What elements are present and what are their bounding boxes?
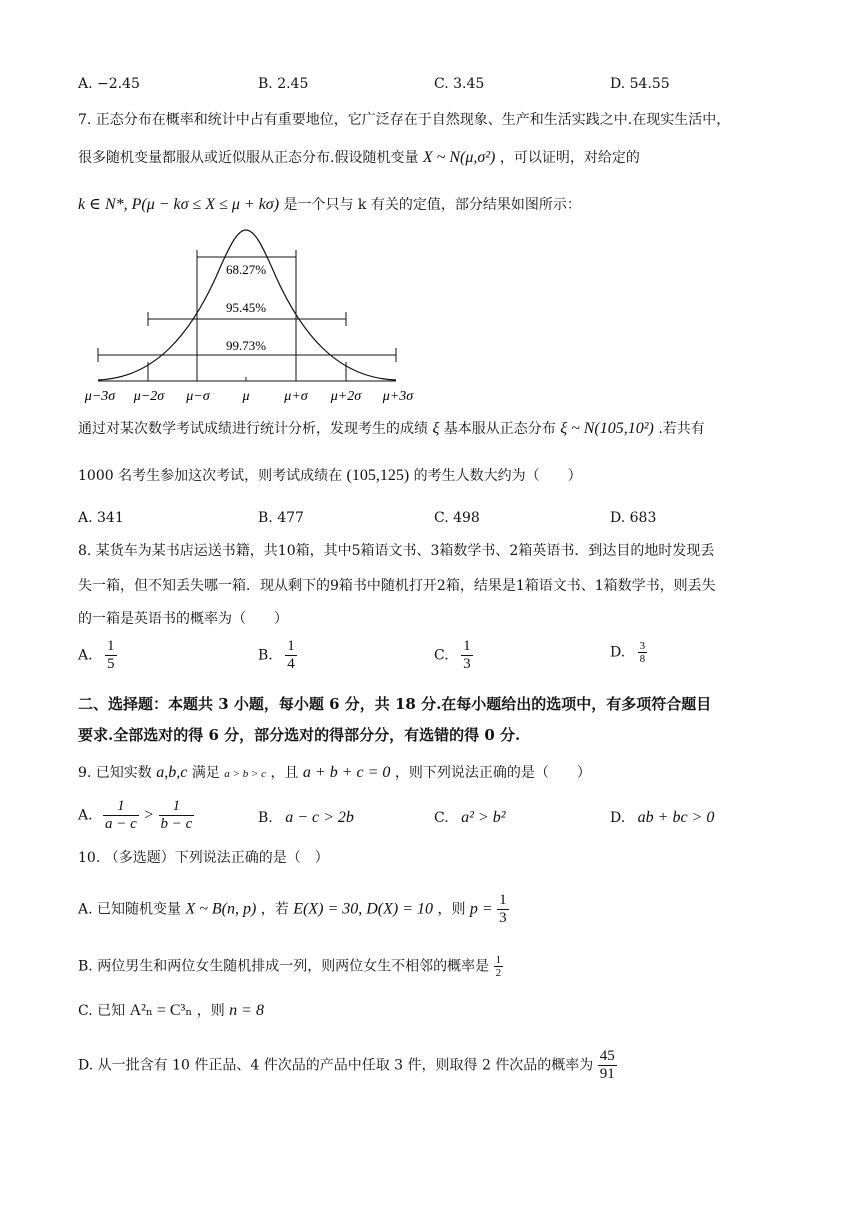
q6-option-a: A. −2.45 xyxy=(78,76,140,92)
q8-option-d-label: D. xyxy=(610,644,626,661)
q9-option-a-rel: > xyxy=(143,806,155,824)
q10-a-fraction xyxy=(497,892,509,927)
q8-option-b-den: 4 xyxy=(287,656,295,672)
q8-option-a-fraction xyxy=(105,638,117,673)
q10-b-text: B. 两位男生和两位女生随机排成一列，则两位女生不相邻的概率是 xyxy=(78,958,490,975)
q8-option-c-num: 1 xyxy=(463,638,471,654)
q9-stem-b: 满足 xyxy=(191,765,220,781)
q8-option-d xyxy=(610,640,647,665)
q7-line2-tail: ，可以证明，对给定的 xyxy=(499,150,640,166)
q7-line2-math: X ~ N(μ,σ²) xyxy=(422,149,496,166)
q9-stem-a: 9. 已知实数 xyxy=(78,765,152,781)
q9-stem-math1: a,b,c xyxy=(156,764,188,781)
q9-option-c-label: C. xyxy=(434,810,449,826)
q7-option-b: B. 477 xyxy=(258,510,304,526)
q8-option-d-num: 3 xyxy=(639,640,646,652)
q10-a-den: 3 xyxy=(499,910,507,926)
q8-option-b-fraction xyxy=(285,638,297,673)
q10-b-num: 1 xyxy=(495,954,502,966)
q10-a-text1: A. 已知随机变量 xyxy=(78,901,182,918)
q9-option-a-den1: a − c xyxy=(105,816,137,832)
q8-option-b xyxy=(258,638,297,673)
q9-option-a-label: A. xyxy=(78,807,93,824)
q8-line3: 的一箱是英语书的概率为（ ） xyxy=(78,611,288,627)
q10-option-b xyxy=(78,954,503,979)
q9-stem-math2: a > b > c xyxy=(224,768,267,780)
q10-a-num: 1 xyxy=(499,892,507,908)
q9-option-a-num1: 1 xyxy=(103,798,139,816)
q8-line2: 失一箱，但不知丢失哪一箱．现从剩下的9箱书中随机打开2箱，结果是1箱语文书、1箱数学书，则丢失 xyxy=(78,578,716,594)
q10-b-fraction xyxy=(494,954,504,979)
q7-option-c: C. 498 xyxy=(434,510,480,526)
label-99: 99.73% xyxy=(225,338,267,353)
section2-line2: 要求.全部选对的得 6 分，部分选对的得部分分，有选错的得 0 分. xyxy=(78,726,521,744)
q7-line5 xyxy=(78,466,582,486)
q9-option-a-frac2 xyxy=(159,798,195,833)
q8-option-b-label: B. xyxy=(258,647,273,664)
q10-d-den: 91 xyxy=(599,1066,615,1082)
tick-label-mu-2s: μ−2σ xyxy=(133,389,165,404)
q10-a-text2: ，若 xyxy=(260,901,289,918)
q10-d-text: D. 从一批含有 10 件正品、4 件次品的产品中任取 3 件，则取得 2 件次品的概率为 xyxy=(78,1057,594,1074)
q9-option-c xyxy=(434,808,506,828)
q8-option-c-fraction xyxy=(461,638,473,673)
q9-stem-math3: a + b + c = 0 xyxy=(302,764,391,781)
q9-option-a-frac1 xyxy=(103,798,139,833)
q7-line4-tail: .若共有 xyxy=(658,421,705,437)
tick-label-mu-3s: μ−3σ xyxy=(84,389,116,404)
q10-d-fraction xyxy=(598,1048,617,1083)
q10-stem: 10. （多选题）下列说法正确的是（ ） xyxy=(78,850,329,866)
q7-line4-text: 通过对某次数学考试成绩进行统计分析，发现考生的成绩 xyxy=(78,421,428,437)
q9-option-c-math: a² > b² xyxy=(461,809,506,826)
q9-stem-c: ，且 xyxy=(270,765,299,781)
q9-option-a-den2: b − c xyxy=(160,816,193,832)
q7-line1: 7. 正态分布在概率和统计中占有重要地位，它广泛存在于自然现象、生产和生活实践之中.在现实生活中， xyxy=(78,112,731,128)
q7-line4 xyxy=(78,419,705,439)
q9-stem xyxy=(78,763,591,784)
q8-option-d-den: 8 xyxy=(639,653,646,665)
q8-line1: 8. 某货车为某书店运送书籍，共10箱，其中5箱语文书、3箱数学书、2箱英语书．到达目的地时发现丢 xyxy=(78,543,715,559)
q8-option-a-den: 5 xyxy=(107,656,115,672)
section2-line1: 二、选择题：本题共 3 小题，每小题 6 分，共 18 分.在每小题给出的选项中，有多项符合题目 xyxy=(78,695,712,713)
q8-option-a-label: A. xyxy=(78,647,93,664)
q10-a-text3: ，则 xyxy=(437,901,466,918)
q8-option-c-label: C. xyxy=(434,647,449,664)
tick-label-mu+2s: μ+2σ xyxy=(330,389,362,404)
q10-c-math: A²ₙ = C³ₙ xyxy=(129,1002,193,1019)
q7-line3 xyxy=(78,195,581,215)
q8-option-b-num: 1 xyxy=(287,638,295,654)
q9-option-d-label: D. xyxy=(610,810,626,826)
q7-line5-text: 1000 名考生参加这次考试，则考试成绩在 xyxy=(78,468,343,484)
tick-label-mu: μ xyxy=(242,389,250,404)
normal-distribution-figure xyxy=(76,222,436,408)
q6-option-c: C. 3.45 xyxy=(434,76,485,92)
q10-a-math2: E(X) = 30, D(X) = 10 xyxy=(293,900,434,918)
q9-option-d xyxy=(610,808,714,828)
q10-option-d xyxy=(78,1048,617,1083)
q10-option-a xyxy=(78,892,509,927)
q7-line2 xyxy=(78,148,640,168)
q10-a-math1: X ~ B(n, p) xyxy=(185,900,257,918)
q10-c-text1: C. 已知 xyxy=(78,1003,126,1019)
q9-option-a-num2: 1 xyxy=(159,798,195,816)
tick-label-mu+3s: μ+3σ xyxy=(382,389,414,404)
q7-line3-tail: 是一个只与 k 有关的定值，部分结果如图所示： xyxy=(283,197,581,213)
q7-line2-text: 很多随机变量都服从或近似服从正态分布.假设随机变量 xyxy=(78,150,419,166)
q9-option-b-math: a − c > 2b xyxy=(285,809,354,826)
q7-line4-math2: ξ ~ N(105,10²) xyxy=(560,420,654,437)
q6-option-d: D. 54.55 xyxy=(610,76,670,92)
label-68: 68.27% xyxy=(225,262,267,277)
q7-line4-math1: ξ xyxy=(432,420,440,437)
q9-option-d-math: ab + bc > 0 xyxy=(637,809,715,826)
q6-option-b: B. 2.45 xyxy=(258,76,309,92)
q7-option-a: A. 341 xyxy=(78,510,124,526)
q7-line5-math: (105,125) xyxy=(346,467,410,484)
q10-a-math3: p = xyxy=(469,900,493,918)
tick-label-mu+1s: μ+σ xyxy=(284,389,308,404)
q9-stem-d: ，则下列说法正确的是（ ） xyxy=(394,765,591,781)
q8-option-d-fraction xyxy=(638,640,648,665)
q7-line3-math: k ∈ N*, P(μ − kσ ≤ X ≤ μ + kσ) xyxy=(78,196,280,213)
q10-d-num: 45 xyxy=(599,1048,615,1064)
q10-b-den: 2 xyxy=(495,967,502,979)
q10-c-math2: n = 8 xyxy=(229,1002,264,1019)
q10-option-c xyxy=(78,1001,264,1021)
q9-option-b xyxy=(258,808,354,828)
q7-option-d: D. 683 xyxy=(610,510,657,526)
q7-line5-tail: 的考生人数大约为（ ） xyxy=(413,468,582,484)
label-95: 95.45% xyxy=(225,300,267,315)
q7-line4-mid: 基本服从正态分布 xyxy=(443,421,556,437)
q8-option-c xyxy=(434,638,473,673)
q10-c-text2: ，则 xyxy=(196,1003,225,1019)
q9-option-b-label: B. xyxy=(258,810,273,826)
q9-option-a xyxy=(78,798,194,833)
q8-option-a xyxy=(78,638,117,673)
tick-label-mu-1s: μ−σ xyxy=(186,389,210,404)
q8-option-a-num: 1 xyxy=(107,638,115,654)
q8-option-c-den: 3 xyxy=(463,656,471,672)
